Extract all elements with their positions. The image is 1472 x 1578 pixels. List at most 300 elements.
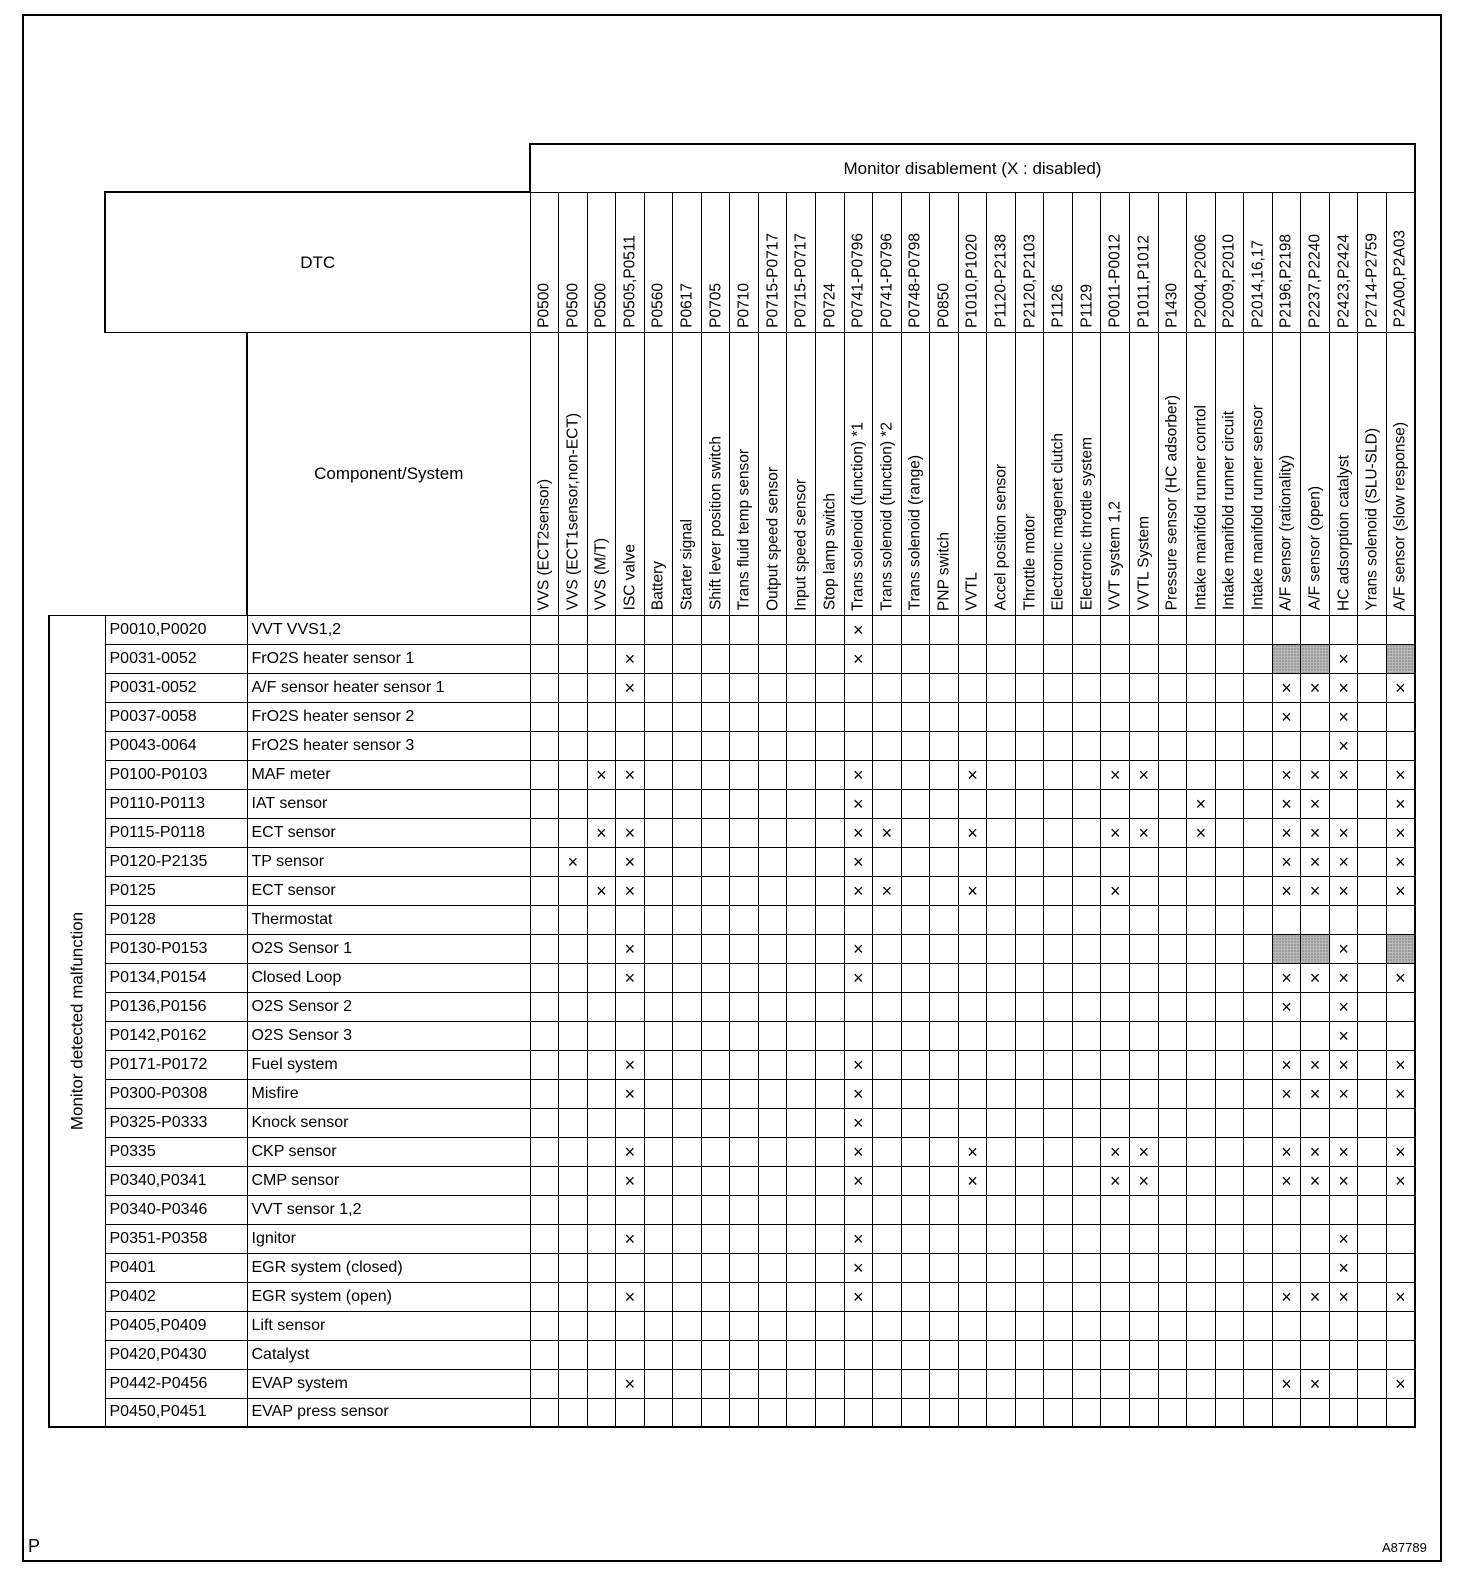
disabled-mark: ×: [844, 1282, 873, 1311]
disable-cell: [673, 1195, 702, 1224]
disable-cell: [1129, 876, 1158, 905]
row-dtc: P0340,P0341: [105, 1166, 247, 1195]
disable-cell: [1272, 615, 1301, 644]
column-name-header: [844, 332, 873, 615]
disable-cell: [1158, 1369, 1187, 1398]
disabled-mark: ×: [844, 1050, 873, 1079]
column-code-header: [673, 192, 702, 332]
disable-cell: [1272, 934, 1301, 963]
disable-cell: [901, 702, 930, 731]
disable-cell: [1358, 615, 1387, 644]
row-component: O2S Sensor 3: [247, 1021, 530, 1050]
disable-cell: [530, 731, 559, 760]
disable-cell: [673, 1311, 702, 1340]
disable-cell: [815, 1137, 844, 1166]
column-code: P1430: [1163, 282, 1181, 328]
disable-cell: [530, 1311, 559, 1340]
disable-cell: [1358, 1311, 1387, 1340]
disable-cell: [673, 1340, 702, 1369]
disable-cell: [1101, 1224, 1130, 1253]
disable-cell: [815, 615, 844, 644]
column-code-header: [844, 192, 873, 332]
disable-cell: [559, 905, 588, 934]
disable-cell: [587, 1137, 616, 1166]
table-row: [49, 1108, 1415, 1137]
disable-cell: [958, 644, 987, 673]
table-row: [49, 1195, 1415, 1224]
disable-cell: [644, 847, 673, 876]
row-dtc: P0300-P0308: [105, 1079, 247, 1108]
disable-cell: [644, 789, 673, 818]
disable-cell: [1301, 1311, 1330, 1340]
disable-cell: [1101, 1195, 1130, 1224]
disable-cell: [1158, 1108, 1187, 1137]
disable-cell: [616, 702, 645, 731]
row-component: Knock sensor: [247, 1108, 530, 1137]
disable-cell: [1244, 1369, 1273, 1398]
disable-cell: [616, 615, 645, 644]
disable-cell: [587, 789, 616, 818]
disable-cell: [1044, 1398, 1073, 1427]
disabled-mark: ×: [1386, 847, 1415, 876]
disable-cell: [1072, 1398, 1101, 1427]
disabled-mark: ×: [1101, 1166, 1130, 1195]
disable-cell: [1358, 1369, 1387, 1398]
disable-cell: [1129, 644, 1158, 673]
disable-cell: [1158, 1311, 1187, 1340]
disable-cell: [644, 905, 673, 934]
disable-cell: [758, 1021, 787, 1050]
column-name: A/F sensor (open): [1306, 486, 1324, 611]
disable-cell: [1044, 992, 1073, 1021]
disable-cell: [1129, 615, 1158, 644]
disable-cell: [673, 1253, 702, 1282]
disable-cell: [701, 963, 730, 992]
disabled-mark: ×: [616, 1137, 645, 1166]
disabled-mark: ×: [958, 1166, 987, 1195]
disable-cell: [844, 673, 873, 702]
disabled-mark: ×: [616, 1079, 645, 1108]
disable-cell: [987, 1340, 1016, 1369]
disable-cell: [1358, 789, 1387, 818]
disable-cell: [758, 644, 787, 673]
table-row: [49, 702, 1415, 731]
disable-cell: [1215, 1253, 1244, 1282]
disable-cell: [559, 702, 588, 731]
disabled-mark: ×: [1301, 1079, 1330, 1108]
disabled-mark: ×: [616, 963, 645, 992]
disabled-mark: ×: [1272, 1050, 1301, 1079]
disabled-mark: ×: [1301, 1282, 1330, 1311]
disable-cell: [930, 731, 959, 760]
disable-cell: [701, 1079, 730, 1108]
disable-cell: [1386, 1253, 1415, 1282]
disable-cell: [1015, 673, 1044, 702]
disable-cell: [930, 876, 959, 905]
disable-cell: [530, 1108, 559, 1137]
column-code-header: [730, 192, 759, 332]
column-code-header: [1015, 192, 1044, 332]
column-code: P1120-P2138: [992, 233, 1010, 328]
disable-cell: [644, 1079, 673, 1108]
disabled-mark: ×: [1301, 1050, 1330, 1079]
row-component: Thermostat: [247, 905, 530, 934]
disable-cell: [901, 1079, 930, 1108]
disable-cell: [815, 1079, 844, 1108]
disable-cell: [1015, 1282, 1044, 1311]
disable-cell: [673, 1398, 702, 1427]
disabled-mark: ×: [1301, 760, 1330, 789]
disabled-mark: ×: [1329, 1137, 1358, 1166]
disable-cell: [1044, 1195, 1073, 1224]
disable-cell: [1072, 615, 1101, 644]
disable-cell: [644, 876, 673, 905]
column-code-header: [1187, 192, 1216, 332]
table-row: [49, 731, 1415, 760]
disable-cell: [1129, 963, 1158, 992]
disable-cell: [1072, 992, 1101, 1021]
row-component: FrO2S heater sensor 3: [247, 731, 530, 760]
disable-cell: [787, 992, 816, 1021]
disable-cell: [901, 615, 930, 644]
column-name-header: [1244, 332, 1273, 615]
table-row: [49, 992, 1415, 1021]
disable-cell: [1386, 934, 1415, 963]
disable-cell: [1187, 876, 1216, 905]
disable-cell: [1015, 1398, 1044, 1427]
disable-cell: [673, 644, 702, 673]
disable-cell: [1358, 673, 1387, 702]
disable-cell: [559, 1253, 588, 1282]
disabled-mark: ×: [1129, 760, 1158, 789]
column-name: Intake manifold runner sensor: [1249, 405, 1267, 611]
disable-cell: [1187, 1398, 1216, 1427]
disable-cell: [1101, 702, 1130, 731]
disable-cell: [901, 1137, 930, 1166]
disable-cell: [815, 1340, 844, 1369]
disable-cell: [987, 1398, 1016, 1427]
disable-cell: [1358, 1340, 1387, 1369]
column-code-header: [1244, 192, 1273, 332]
column-name-header: [873, 332, 902, 615]
disable-cell: [1358, 1079, 1387, 1108]
disable-cell: [1101, 1340, 1130, 1369]
column-code-header: [873, 192, 902, 332]
column-name: Trans fluid temp sensor: [735, 449, 753, 611]
disable-cell: [616, 1398, 645, 1427]
disable-cell: [901, 1369, 930, 1398]
disabled-mark: ×: [1329, 818, 1358, 847]
disable-cell: [1158, 876, 1187, 905]
disable-cell: [530, 1253, 559, 1282]
disabled-mark: ×: [1101, 760, 1130, 789]
disable-cell: [1044, 615, 1073, 644]
disable-cell: [901, 673, 930, 702]
disabled-mark: ×: [1301, 1369, 1330, 1398]
disable-cell: [1215, 1050, 1244, 1079]
disable-cell: [873, 1079, 902, 1108]
disable-cell: [787, 1282, 816, 1311]
disable-cell: [815, 1021, 844, 1050]
disable-cell: [987, 905, 1016, 934]
column-name-header: [1044, 332, 1073, 615]
disable-cell: [701, 1369, 730, 1398]
disabled-mark: ×: [873, 818, 902, 847]
column-code: P2120,P2103: [1020, 233, 1038, 328]
column-code-header: [701, 192, 730, 332]
row-component: IAT sensor: [247, 789, 530, 818]
disable-cell: [701, 673, 730, 702]
disable-cell: [1015, 1079, 1044, 1108]
disable-cell: [1215, 1398, 1244, 1427]
disable-cell: [1272, 731, 1301, 760]
disable-cell: [815, 1108, 844, 1137]
disable-cell: [1215, 760, 1244, 789]
disable-cell: [873, 1166, 902, 1195]
disable-cell: [730, 876, 759, 905]
disable-cell: [1244, 1195, 1273, 1224]
disable-cell: [1044, 818, 1073, 847]
disable-cell: [530, 760, 559, 789]
column-name: PNP switch: [935, 531, 953, 611]
disabled-mark: ×: [1386, 1050, 1415, 1079]
disable-cell: [673, 905, 702, 934]
disable-cell: [958, 1282, 987, 1311]
disable-cell: [1158, 789, 1187, 818]
corner-label-left: P: [28, 1536, 41, 1556]
table-row: [49, 847, 1415, 876]
disable-cell: [987, 644, 1016, 673]
disable-cell: [758, 789, 787, 818]
disable-cell: [1244, 1166, 1273, 1195]
disable-cell: [701, 1224, 730, 1253]
disable-cell: [787, 876, 816, 905]
disable-cell: [644, 673, 673, 702]
disabled-mark: ×: [616, 760, 645, 789]
disable-cell: [1187, 1195, 1216, 1224]
disable-cell: [958, 673, 987, 702]
disable-cell: [787, 905, 816, 934]
disable-cell: [873, 644, 902, 673]
disabled-mark: ×: [1329, 876, 1358, 905]
disable-cell: [730, 1021, 759, 1050]
column-name-header: [1129, 332, 1158, 615]
row-component: EGR system (open): [247, 1282, 530, 1311]
row-component: A/F sensor heater sensor 1: [247, 673, 530, 702]
disable-cell: [1187, 1079, 1216, 1108]
disable-cell: [1129, 992, 1158, 1021]
column-code-header: [1272, 192, 1301, 332]
disable-cell: [1015, 1311, 1044, 1340]
disable-cell: [930, 847, 959, 876]
disable-cell: [930, 1195, 959, 1224]
disable-cell: [673, 731, 702, 760]
disable-cell: [987, 615, 1016, 644]
disable-cell: [1158, 1050, 1187, 1079]
disable-cell: [530, 1166, 559, 1195]
row-dtc: P0125: [105, 876, 247, 905]
disabled-mark: ×: [1272, 702, 1301, 731]
disable-cell: [1015, 818, 1044, 847]
disable-cell: [1215, 1137, 1244, 1166]
table-row: [49, 905, 1415, 934]
disable-cell: [1158, 1340, 1187, 1369]
disabled-mark: ×: [1129, 1166, 1158, 1195]
disable-cell: [758, 1108, 787, 1137]
disable-cell: [730, 1224, 759, 1253]
disable-cell: [1244, 1079, 1273, 1108]
disabled-mark: ×: [1386, 1166, 1415, 1195]
disabled-mark: ×: [1272, 673, 1301, 702]
disable-cell: [1158, 760, 1187, 789]
disable-cell: [1015, 1050, 1044, 1079]
disable-cell: [1329, 789, 1358, 818]
disable-cell: [1187, 673, 1216, 702]
row-dtc: P0110-P0113: [105, 789, 247, 818]
disable-cell: [1101, 1253, 1130, 1282]
disable-cell: [987, 1282, 1016, 1311]
row-component: Catalyst: [247, 1340, 530, 1369]
disabled-mark: ×: [1101, 1137, 1130, 1166]
table-row: [49, 760, 1415, 789]
disable-cell: [787, 673, 816, 702]
disable-cell: [787, 1050, 816, 1079]
disable-cell: [901, 1398, 930, 1427]
disable-cell: [587, 1021, 616, 1050]
column-name-header: [701, 332, 730, 615]
disable-cell: [1101, 1021, 1130, 1050]
disable-cell: [873, 615, 902, 644]
disable-cell: [644, 731, 673, 760]
row-component: FrO2S heater sensor 1: [247, 644, 530, 673]
row-dtc: P0142,P0162: [105, 1021, 247, 1050]
disable-cell: [701, 1195, 730, 1224]
disable-cell: [701, 760, 730, 789]
disable-cell: [530, 615, 559, 644]
disable-cell: [1101, 934, 1130, 963]
disable-cell: [958, 702, 987, 731]
disable-cell: [815, 818, 844, 847]
disable-cell: [1272, 1340, 1301, 1369]
table-row: [49, 1340, 1415, 1369]
disable-cell: [701, 731, 730, 760]
column-name: Pressure sensor (HC adsorber): [1163, 395, 1181, 611]
column-name: VVS (M/T): [592, 538, 610, 611]
disabled-mark: ×: [1301, 963, 1330, 992]
column-code: P2009,P2010: [1220, 233, 1238, 328]
disable-cell: [1187, 731, 1216, 760]
row-component: O2S Sensor 2: [247, 992, 530, 1021]
disable-cell: [1158, 963, 1187, 992]
disable-cell: [873, 847, 902, 876]
disable-cell: [987, 818, 1016, 847]
disable-cell: [587, 1108, 616, 1137]
disable-cell: [1158, 1195, 1187, 1224]
column-name-header: [1187, 332, 1216, 615]
disable-cell: [1358, 1137, 1387, 1166]
disable-cell: [1158, 992, 1187, 1021]
disable-cell: [1101, 905, 1130, 934]
column-code-header: [587, 192, 616, 332]
disable-cell: [1187, 1166, 1216, 1195]
table-row: [49, 963, 1415, 992]
disable-cell: [644, 760, 673, 789]
disable-cell: [1215, 992, 1244, 1021]
disable-cell: [616, 1253, 645, 1282]
disable-cell: [1158, 731, 1187, 760]
disable-cell: [901, 1253, 930, 1282]
column-name-header: [1329, 332, 1358, 615]
disabled-mark: ×: [1272, 876, 1301, 905]
row-dtc: P0351-P0358: [105, 1224, 247, 1253]
disable-cell: [1015, 731, 1044, 760]
disable-cell: [1101, 963, 1130, 992]
disable-cell: [616, 905, 645, 934]
disable-cell: [587, 847, 616, 876]
disable-cell: [701, 1137, 730, 1166]
disable-cell: [701, 789, 730, 818]
disable-cell: [730, 992, 759, 1021]
disable-cell: [815, 1195, 844, 1224]
column-name: Accel position sensor: [992, 464, 1010, 611]
disable-cell: [815, 934, 844, 963]
disable-cell: [1272, 1195, 1301, 1224]
disable-cell: [1386, 1224, 1415, 1253]
row-component: O2S Sensor 1: [247, 934, 530, 963]
disable-cell: [530, 818, 559, 847]
disabled-mark: ×: [958, 1137, 987, 1166]
disable-cell: [1072, 1166, 1101, 1195]
disable-cell: [644, 1311, 673, 1340]
disable-cell: [1072, 963, 1101, 992]
disable-cell: [758, 760, 787, 789]
disable-cell: [987, 1050, 1016, 1079]
disable-cell: [673, 818, 702, 847]
disable-cell: [1044, 1108, 1073, 1137]
column-name: Input speed sensor: [792, 478, 810, 611]
row-dtc: P0325-P0333: [105, 1108, 247, 1137]
disabled-mark: ×: [587, 760, 616, 789]
disable-cell: [730, 847, 759, 876]
row-component: VVT sensor 1,2: [247, 1195, 530, 1224]
column-name-header: [787, 332, 816, 615]
column-name: Starter signal: [678, 519, 696, 611]
disable-cell: [901, 963, 930, 992]
disable-cell: [1244, 818, 1273, 847]
disable-cell: [1044, 1021, 1073, 1050]
table-row: [49, 1166, 1415, 1195]
disable-cell: [930, 1282, 959, 1311]
disable-cell: [1129, 1195, 1158, 1224]
disable-cell: [787, 1108, 816, 1137]
disable-cell: [844, 1021, 873, 1050]
disable-cell: [1244, 1137, 1273, 1166]
row-component: Misfire: [247, 1079, 530, 1108]
disable-cell: [530, 905, 559, 934]
row-dtc: P0130-P0153: [105, 934, 247, 963]
disable-cell: [873, 1340, 902, 1369]
disable-cell: [873, 731, 902, 760]
disabled-mark: ×: [587, 876, 616, 905]
column-code: P0850: [935, 282, 953, 328]
disable-cell: [1158, 1137, 1187, 1166]
disable-cell: [1158, 934, 1187, 963]
disabled-mark: ×: [1301, 673, 1330, 702]
disable-cell: [1215, 1224, 1244, 1253]
disable-cell: [958, 789, 987, 818]
row-dtc: P0171-P0172: [105, 1050, 247, 1079]
row-dtc: P0120-P2135: [105, 847, 247, 876]
